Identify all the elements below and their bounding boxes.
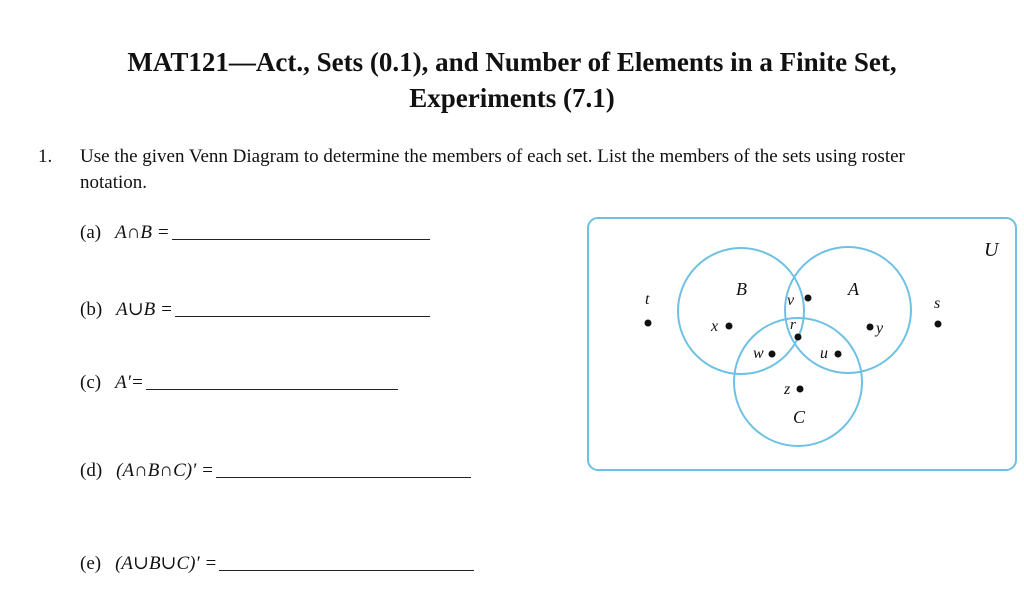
problem-number: 1. [38,146,53,167]
part-e-expression: (A∪B∪C)′ = [115,553,218,574]
element-r-dot [795,334,802,341]
part-a-label: (a) [80,222,102,243]
set-c-label: C [793,407,806,427]
part-d [80,460,471,482]
part-e-label: (e) [80,553,102,574]
part-a [80,222,430,244]
element-y-dot [867,324,874,331]
part-c-label: (c) [80,372,102,393]
element-u-label: u [820,345,828,362]
element-s-dot [935,321,942,328]
element-w-label: w [753,345,764,362]
set-a-label: A [848,279,859,299]
page-title [0,44,1024,116]
title-line-1: MAT121—Act., Sets (0.1), and Number of Elements in a Finite Set, [127,47,897,77]
part-e [80,552,474,575]
element-s-label: s [934,295,941,312]
part-d-expression: (A∩B∩C)′ = [116,460,214,481]
element-x-dot [726,323,733,330]
part-a-answer-line[interactable] [172,238,430,240]
part-c [80,372,398,394]
part-a-expression: A∩B = [115,222,170,243]
problem-text: Use the given Venn Diagram to determine the members of each set. List the members of the sets using roster notation. [80,146,905,193]
element-w-dot [769,351,776,358]
element-r-label: r [790,317,796,333]
part-e-answer-line[interactable] [219,569,474,571]
part-b-answer-line[interactable] [175,315,430,317]
element-t-dot [645,320,652,327]
element-x-label: x [711,318,719,335]
universe-label: U [984,239,999,261]
element-z-label: z [784,381,791,398]
problem-statement [38,144,938,196]
element-z-dot [797,386,804,393]
element-y-label: y [876,320,884,337]
part-d-answer-line[interactable] [216,476,471,478]
universe-rectangle [588,218,1016,470]
part-c-answer-line[interactable] [146,388,398,390]
part-b-expression: A∪B = [116,299,173,320]
venn-diagram [586,216,1018,474]
part-d-label: (d) [80,460,103,481]
set-b-label: B [736,279,747,299]
part-b-label: (b) [80,299,103,320]
element-u-dot [835,351,842,358]
element-v-dot [805,295,812,302]
element-t-label: t [645,291,650,308]
part-c-expression: A′= [115,372,144,393]
element-v-label: v [787,292,795,309]
title-line-2: Experiments (7.1) [409,83,615,113]
part-b [80,298,430,321]
